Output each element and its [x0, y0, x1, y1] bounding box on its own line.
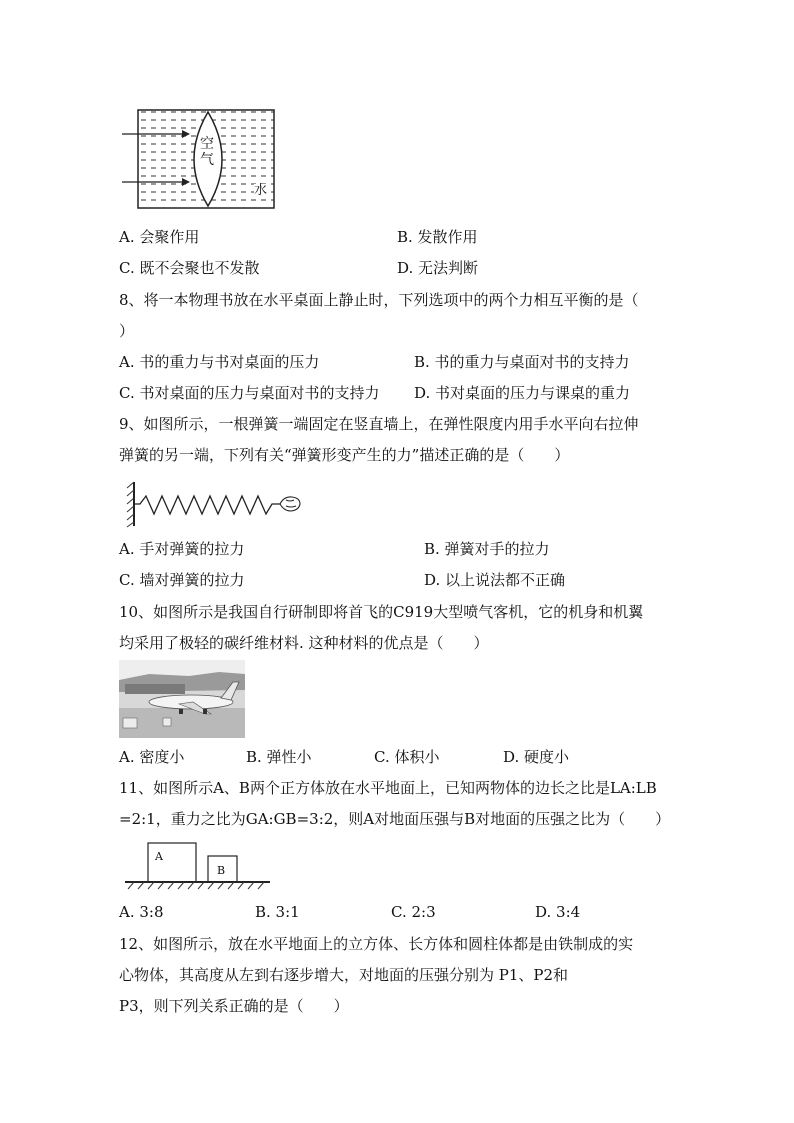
q10-stem-line2: 均采用了极轻的碳纤维材料. 这种材料的优点是（ ）	[119, 634, 489, 652]
q8-stem-line2: ）	[119, 322, 135, 340]
q9-stem-line1: 9、如图所示，一根弹簧一端固定在竖直墙上，在弹性限度内用手水平向右拉伸	[119, 415, 639, 433]
q11-option-a[interactable]: A. 3:8	[119, 903, 164, 921]
q7-option-b[interactable]: B. 发散作用	[397, 228, 478, 246]
q9-stem-line2: 弹簧的另一端，下列有关“弹簧形变产生的力”描述正确的是（ ）	[119, 446, 570, 464]
q9-option-b[interactable]: B. 弹簧对手的拉力	[424, 540, 550, 558]
q7-option-d[interactable]: D. 无法判断	[397, 259, 479, 277]
q10-option-d[interactable]: D. 硬度小	[503, 748, 570, 766]
hand-icon	[280, 497, 300, 511]
q9-option-c[interactable]: C. 墙对弹簧的拉力	[119, 571, 245, 589]
q10-option-b[interactable]: B. 弹性小	[246, 748, 312, 766]
spring-wall-diagram	[126, 480, 304, 528]
q10-stem-line1: 10、如图所示是我国自行研制即将首飞的C919大型喷气客机，它的机身和机翼	[119, 603, 644, 621]
q8-option-c[interactable]: C. 书对桌面的压力与桌面对书的支持力	[119, 384, 380, 402]
q10-option-a[interactable]: A. 密度小	[119, 748, 185, 766]
q11-option-c[interactable]: C. 2:3	[391, 903, 436, 921]
water-label: 水	[254, 183, 268, 198]
q11-option-b[interactable]: B. 3:1	[255, 903, 300, 921]
c919-airplane-photo	[119, 660, 245, 738]
q7-option-c[interactable]: C. 既不会聚也不发散	[119, 259, 260, 277]
q11-stem-line1: 11、如图所示A、B两个正方体放在水平地面上，已知两物体的边长之比是LA:LB	[119, 779, 657, 797]
q8-option-a[interactable]: A. 书的重力与书对桌面的压力	[119, 353, 320, 371]
q12-stem-line2: 心物体，其高度从左到右逐步增大，对地面的压强分别为 P1、P2和	[119, 966, 569, 984]
q8-option-d[interactable]: D. 书对桌面的压力与课桌的重力	[414, 384, 631, 402]
cube-b-label: B	[217, 864, 226, 877]
air-label: 空 气	[200, 136, 214, 168]
q11-stem-line2: =2:1，重力之比为GA:GB=3:2，则A对地面压强与B对地面的压强之比为（ ）	[119, 810, 671, 828]
spring-coil	[134, 496, 280, 514]
cubes-diagram	[124, 840, 272, 890]
cube-a-label: A	[155, 850, 163, 863]
q9-option-a[interactable]: A. 手对弹簧的拉力	[119, 540, 245, 558]
q12-stem-line3: P3，则下列关系正确的是（ ）	[119, 997, 349, 1015]
q9-option-d[interactable]: D. 以上说法都不正确	[424, 571, 566, 589]
q12-stem-line1: 12、如图所示，放在水平地面上的立方体、长方体和圆柱体都是由铁制成的实	[119, 935, 634, 953]
q8-stem-line1: 8、将一本物理书放在水平桌面上静止时，下列选项中的两个力相互平衡的是（	[119, 291, 639, 309]
q10-option-c[interactable]: C. 体积小	[374, 748, 440, 766]
q11-option-d[interactable]: D. 3:4	[535, 903, 581, 921]
q7-option-a[interactable]: A. 会聚作用	[119, 228, 200, 246]
q8-option-b[interactable]: B. 书的重力与桌面对书的支持力	[414, 353, 630, 371]
